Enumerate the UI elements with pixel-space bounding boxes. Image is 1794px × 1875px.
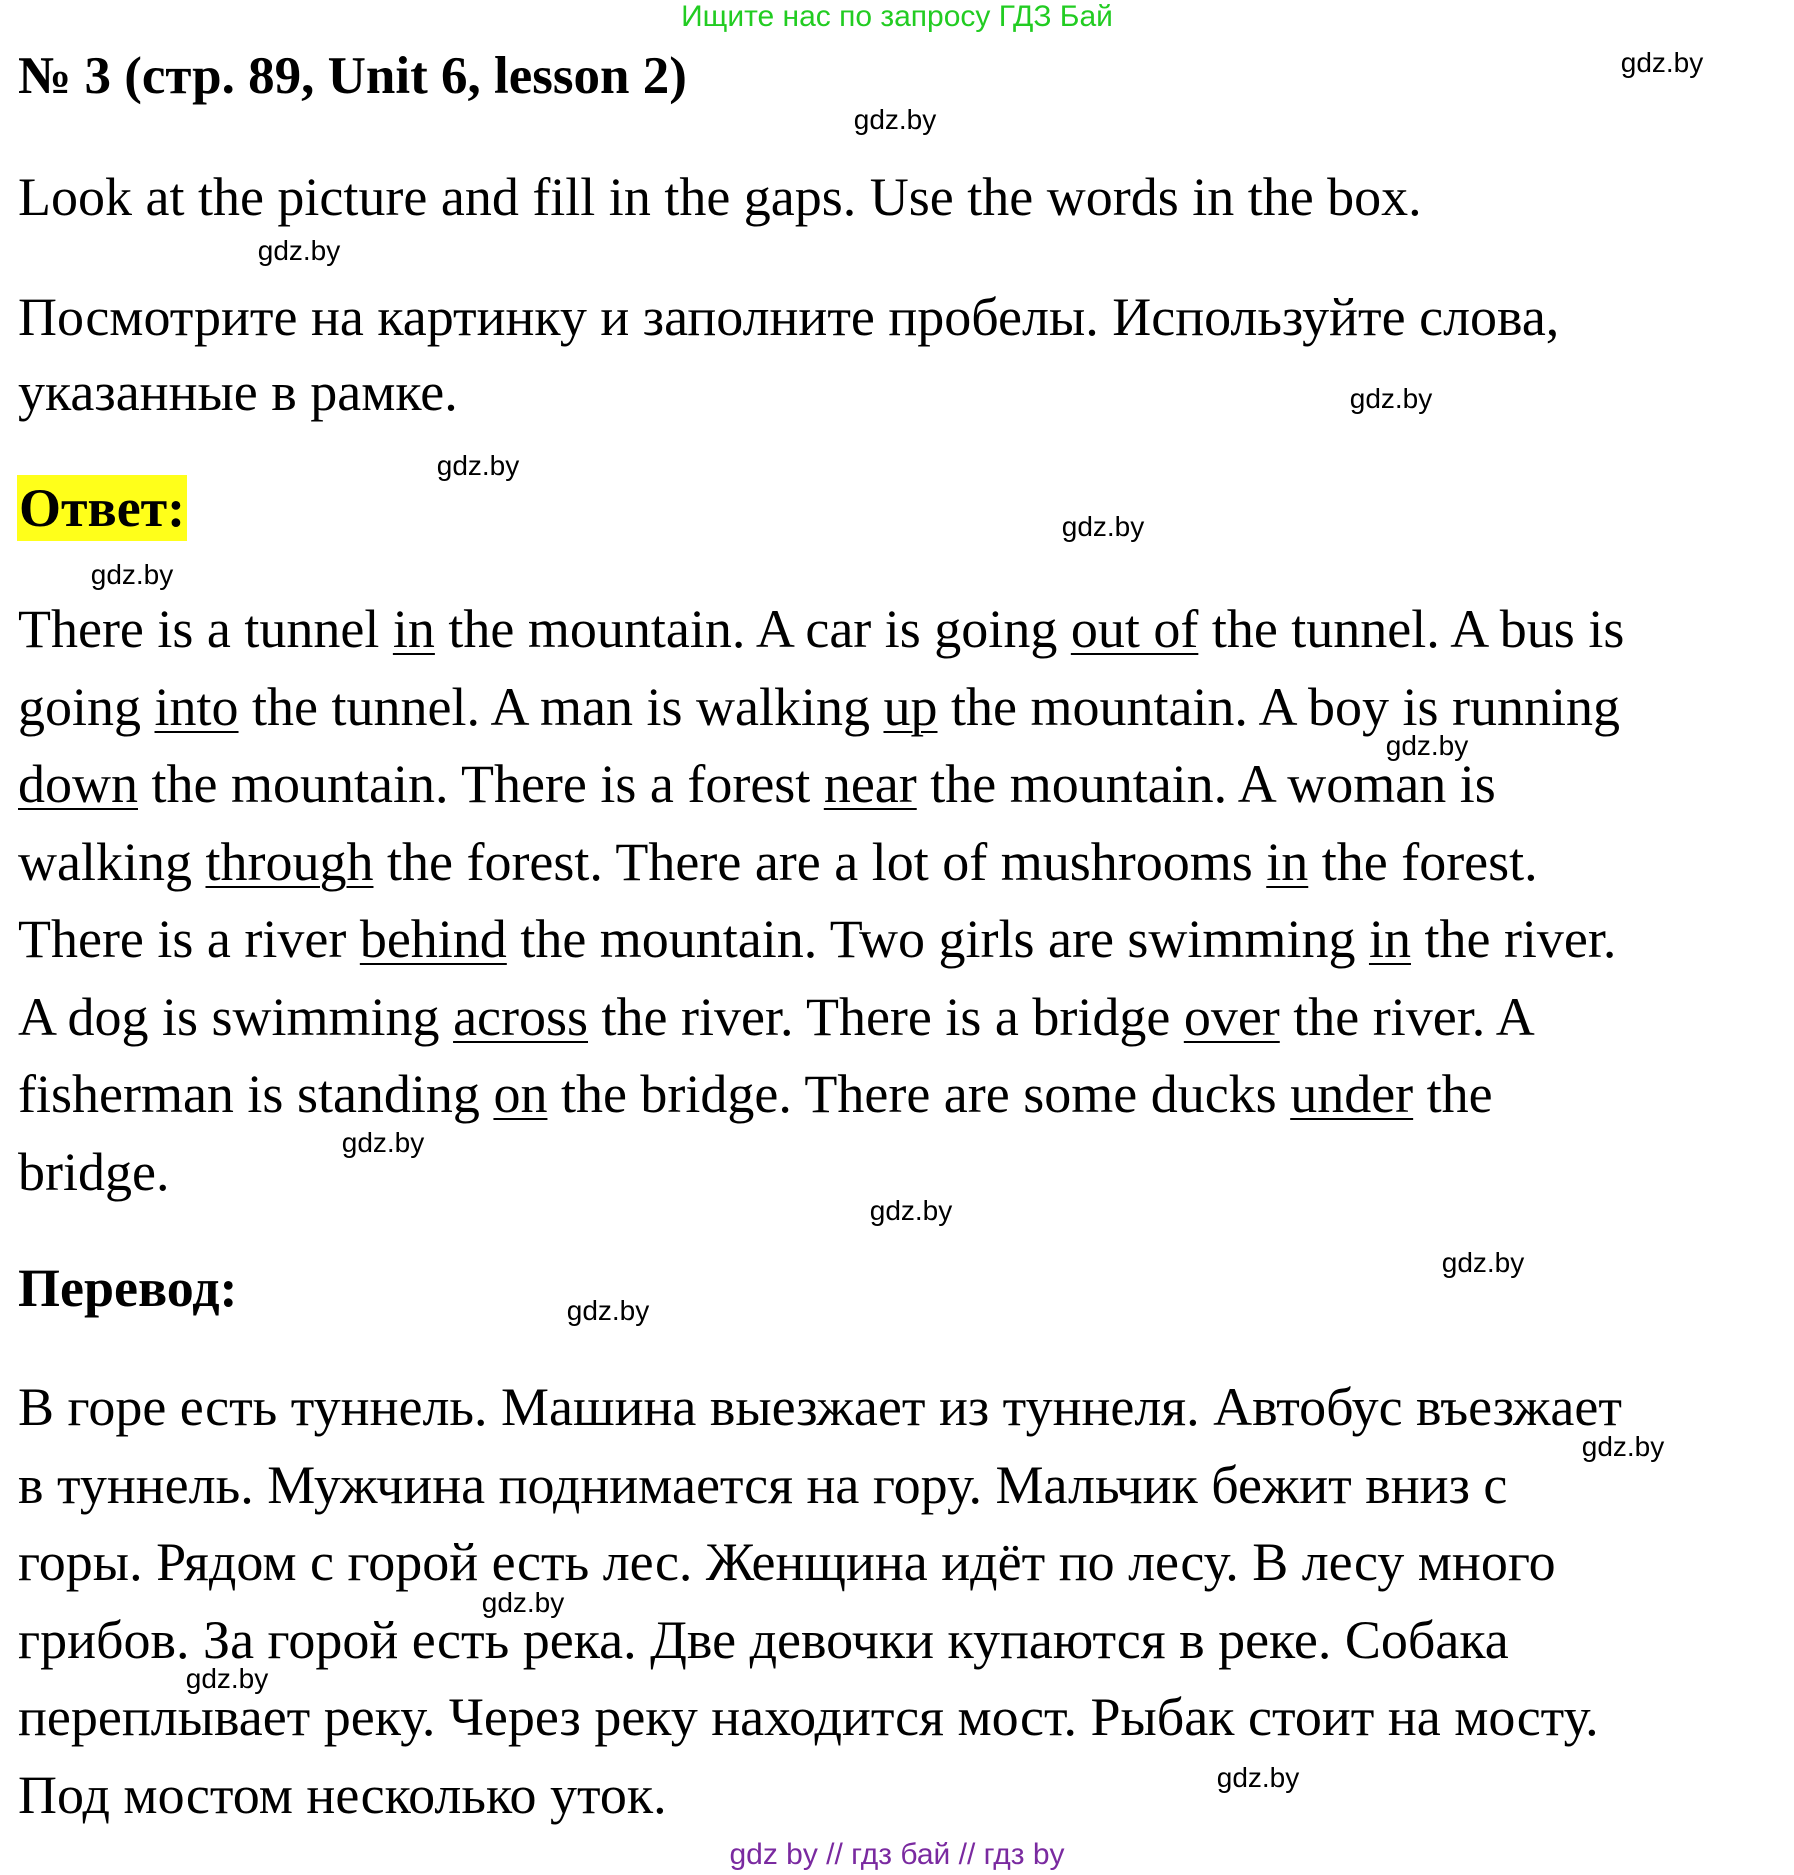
watermark: gdz.by [257, 235, 341, 266]
answer-text-segment: the forest. [1308, 831, 1538, 892]
answer-text-segment: the [1413, 1064, 1493, 1124]
filled-gap-word: in [1266, 831, 1309, 892]
answer-line [18, 1056, 1624, 1134]
watermark: gdz.by [869, 1195, 953, 1226]
answer-text-segment: the mountain. Two girls are swimming [506, 909, 1369, 969]
answer-label: Ответ: [17, 475, 187, 541]
watermark: gdz.by [185, 1663, 269, 1694]
answer-line [18, 901, 1624, 979]
watermark: gdz.by [1216, 1762, 1300, 1793]
filled-gap-word: in [1368, 909, 1411, 969]
answer-text-segment: the river. A [1279, 986, 1535, 1047]
filled-gap-word: down [18, 754, 138, 814]
filled-gap-word: into [154, 676, 239, 737]
answer-text-segment: walking [18, 831, 206, 892]
filled-gap-word: on [493, 1064, 548, 1124]
answer-text-segment: A dog is swimming [18, 986, 454, 1047]
translation-line: горы. Рядом с горой есть лес. Женщина идёт по лесу. В лесу много [18, 1532, 1556, 1592]
watermark: gdz.by [90, 559, 174, 590]
watermark: gdz.by [1620, 47, 1704, 78]
answer-text-segment: going [18, 676, 155, 737]
answer-text-segment: the mountain. A car is going [434, 599, 1071, 659]
answer-text-segment: the mountain. There is a forest [138, 754, 824, 814]
translation-line: грибов. За горой есть река. Две девочки купаются в реке. Собака [18, 1609, 1509, 1670]
filled-gap-word: under [1290, 1064, 1414, 1124]
answer-text-segment: the mountain. A boy is running [937, 676, 1620, 737]
watermark: gdz.by [1349, 383, 1433, 414]
watermark: gdz.by [436, 450, 520, 481]
filled-gap-word: behind [359, 909, 507, 969]
answer-line [18, 979, 1624, 1057]
answer-text-segment: There is a river [18, 909, 360, 969]
filled-gap-word: over [1183, 986, 1280, 1047]
instruction-en: Look at the picture and fill in the gaps. Use the words in the box. [18, 167, 1422, 227]
watermark: gdz.by [481, 1587, 565, 1618]
answer-line [18, 824, 1624, 902]
instruction-ru-line-1: Посмотрите на картинку и заполните пробелы. Используйте слова, [18, 287, 1560, 347]
watermark: gdz.by [1581, 1431, 1665, 1462]
answer-text-segment: the river. [1410, 909, 1617, 969]
translation-text [18, 1369, 1622, 1834]
watermark: gdz.by [341, 1127, 425, 1158]
watermark: gdz.by [1385, 730, 1469, 761]
answer-text-segment: bridge. [18, 1141, 170, 1202]
answer-text-segment: the tunnel. A bus is [1198, 599, 1625, 659]
translation-line: переплывает реку. Через реку находится мост. Рыбак стоит на мосту. [18, 1687, 1599, 1747]
answer-text-segment: fisherman is standing [18, 1064, 494, 1124]
filled-gap-word: through [205, 831, 374, 892]
answer-text-segment: the mountain. A woman is [916, 754, 1496, 814]
answer-text-segment: the bridge. There are some ducks [547, 1064, 1291, 1124]
filled-gap-word: out of [1070, 599, 1199, 659]
watermark: gdz.by [566, 1295, 650, 1326]
search-banner: Ищите нас по запросу ГДЗ Бай [681, 0, 1113, 33]
page-title: № 3 (стр. 89, Unit 6, lesson 2) [18, 47, 687, 105]
translation-label: Перевод: [18, 1258, 238, 1318]
answer-text-segment: the tunnel. A man is walking [238, 676, 884, 737]
answer-line [18, 591, 1624, 669]
answer-text-segment: the forest. There are a lot of mushrooms [373, 831, 1267, 892]
filled-gap-word: up [883, 676, 938, 737]
filled-gap-word: across [453, 986, 589, 1047]
translation-line: Под мостом несколько уток. [18, 1764, 667, 1825]
watermark: gdz.by [1441, 1247, 1525, 1278]
filled-gap-word: near [823, 754, 917, 814]
footer-links[interactable]: gdz by // гдз бай // гдз by [729, 1838, 1065, 1871]
translation-line: в туннель. Мужчина поднимается на гору. Мальчик бежит вниз с [18, 1454, 1508, 1515]
filled-gap-word: in [392, 599, 435, 659]
instruction-ru-line-2: указанные в рамке. [18, 362, 458, 422]
watermark: gdz.by [1061, 511, 1145, 542]
answer-line [18, 669, 1624, 747]
answer-text-segment: the river. There is a bridge [588, 986, 1184, 1047]
answer-text [18, 591, 1624, 1211]
translation-line: В горе есть туннель. Машина выезжает из туннеля. Автобус въезжает [18, 1377, 1622, 1437]
answer-line [18, 746, 1624, 824]
answer-line [18, 1134, 1624, 1212]
answer-text-segment: There is a tunnel [18, 599, 393, 659]
watermark: gdz.by [853, 104, 937, 135]
